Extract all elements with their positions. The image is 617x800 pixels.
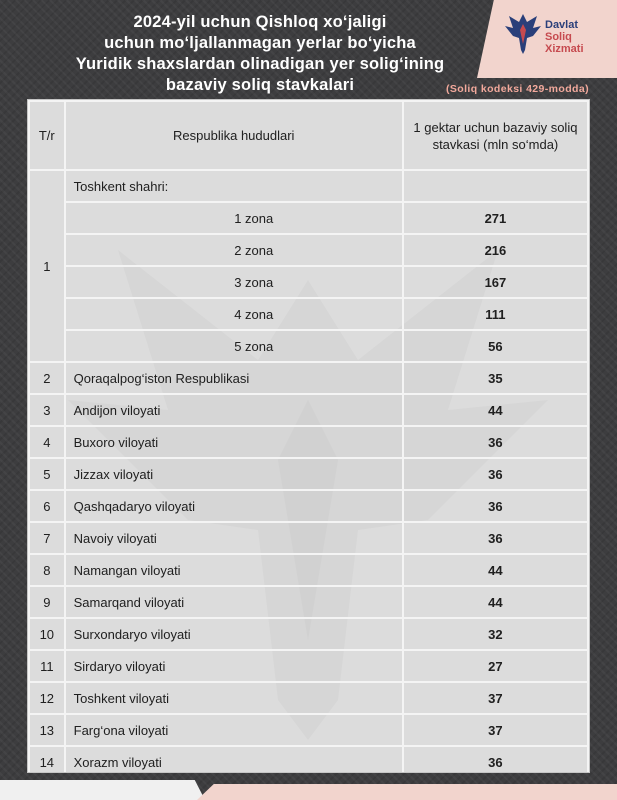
zone-label: 4 zona: [65, 298, 403, 330]
tax-rate-table: [28, 100, 589, 773]
table-row-zone: [29, 234, 588, 266]
table-row-zone: [29, 330, 588, 362]
rate-value: 111: [403, 298, 588, 330]
zone-label: 5 zona: [65, 330, 403, 362]
rate-value: 27: [403, 650, 588, 682]
title-line-1: 2024-yil uchun Qishloq xo‘jaligi: [133, 13, 387, 31]
logo-text-line3: Xizmati: [545, 43, 584, 55]
eagle-icon: [503, 10, 543, 56]
header-number: T/r: [29, 101, 65, 170]
title-line-3: Yuridik shaxslardan olinadigan yer solig‘ining: [75, 55, 445, 73]
rate-value: 35: [403, 362, 588, 394]
table-row: [29, 362, 588, 394]
header-rate: 1 gektar uchun bazaviy soliq stavkasi (mln so‘mda): [403, 101, 588, 170]
page-title: [40, 12, 480, 96]
rate-value: 37: [403, 682, 588, 714]
region-name: Surxondaryo viloyati: [65, 618, 403, 650]
row-number: 11: [29, 650, 65, 682]
table-row: [29, 682, 588, 714]
row-number: 5: [29, 458, 65, 490]
row-number: 6: [29, 490, 65, 522]
rate-value: 36: [403, 458, 588, 490]
region-name: Namangan viloyati: [65, 554, 403, 586]
row-number: 9: [29, 586, 65, 618]
region-name: Andijon viloyati: [65, 394, 403, 426]
logo: [503, 8, 599, 66]
zone-label: 2 zona: [65, 234, 403, 266]
region-name: Sirdaryo viloyati: [65, 650, 403, 682]
rate-value: 56: [403, 330, 588, 362]
rate-value: 37: [403, 714, 588, 746]
header-region: Respublika hududlari: [65, 101, 403, 170]
row-number: 1: [29, 170, 65, 362]
rate-value: 44: [403, 394, 588, 426]
table-row-zone: [29, 266, 588, 298]
region-name: Toshkent viloyati: [65, 682, 403, 714]
table-row-zone: [29, 202, 588, 234]
legal-reference-note: (Soliq kodeksi 429-modda): [445, 83, 589, 95]
table-row: [29, 490, 588, 522]
rate-value: 44: [403, 586, 588, 618]
logo-text-line2: Soliq: [545, 31, 572, 43]
empty-cell: [403, 170, 588, 202]
row-number: 12: [29, 682, 65, 714]
row-number: 2: [29, 362, 65, 394]
rate-value: 167: [403, 266, 588, 298]
row-number: 14: [29, 746, 65, 773]
rate-value: 36: [403, 522, 588, 554]
table-row: [29, 618, 588, 650]
table-row: [29, 586, 588, 618]
rate-value: 36: [403, 426, 588, 458]
corner-decoration-bottom-left: [0, 780, 205, 800]
table-row: [29, 554, 588, 586]
table-row: [29, 394, 588, 426]
region-name: Farg‘ona viloyati: [65, 714, 403, 746]
region-name: Qoraqalpog‘iston Respublikasi: [65, 362, 403, 394]
table-row: [29, 746, 588, 773]
row-number: 4: [29, 426, 65, 458]
region-name: Jizzax viloyati: [65, 458, 403, 490]
logo-text-line1: Davlat: [545, 19, 579, 31]
rate-value: 36: [403, 490, 588, 522]
rate-value: 271: [403, 202, 588, 234]
table-row: [29, 522, 588, 554]
corner-decoration-bottom-right: [197, 784, 617, 800]
title-line-2: uchun mo‘ljallanmagan yerlar bo‘yicha: [104, 34, 416, 52]
rate-value: 44: [403, 554, 588, 586]
zone-label: 1 zona: [65, 202, 403, 234]
region-name: Samarqand viloyati: [65, 586, 403, 618]
row-number: 8: [29, 554, 65, 586]
table-row-tashkent-city: [29, 170, 588, 202]
table-row: [29, 650, 588, 682]
row-number: 10: [29, 618, 65, 650]
row-number: 13: [29, 714, 65, 746]
region-name: Navoiy viloyati: [65, 522, 403, 554]
rate-value: 32: [403, 618, 588, 650]
zone-label: 3 zona: [65, 266, 403, 298]
table-row: [29, 458, 588, 490]
region-name: Buxoro viloyati: [65, 426, 403, 458]
row-number: 3: [29, 394, 65, 426]
table-header-row: [29, 101, 588, 170]
region-name: Xorazm viloyati: [65, 746, 403, 773]
rate-value: 36: [403, 746, 588, 773]
table-row: [29, 714, 588, 746]
rate-value: 216: [403, 234, 588, 266]
region-name: Toshkent shahri:: [65, 170, 403, 202]
table-row-zone: [29, 298, 588, 330]
tax-rate-table-container: [27, 99, 590, 773]
title-line-4: bazaviy soliq stavkalari: [165, 76, 355, 94]
region-name: Qashqadaryo viloyati: [65, 490, 403, 522]
row-number: 7: [29, 522, 65, 554]
table-row: [29, 426, 588, 458]
